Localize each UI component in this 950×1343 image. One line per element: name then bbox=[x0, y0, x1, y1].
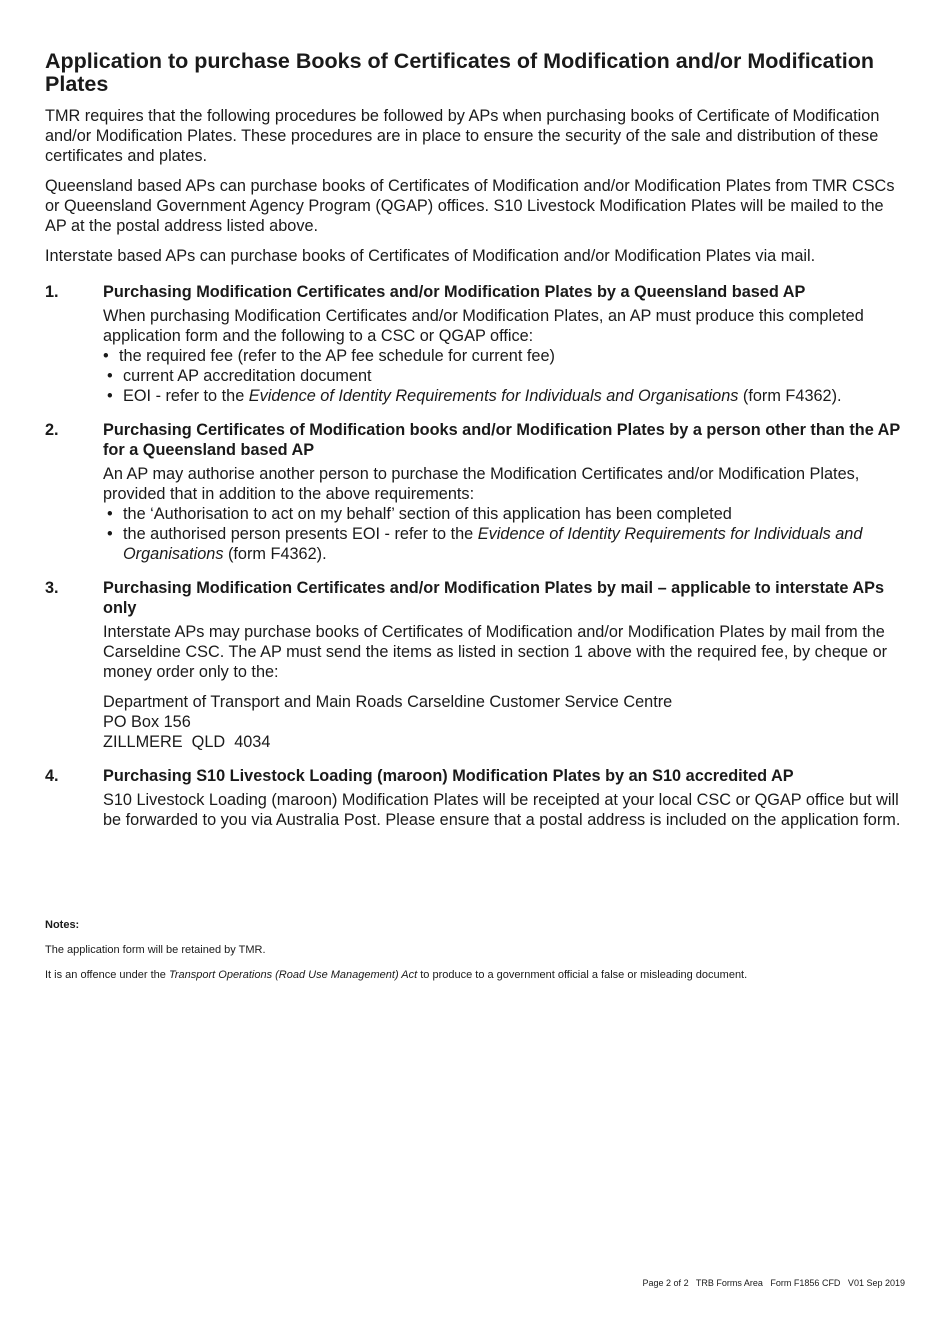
intro-paragraph-2: Queensland based APs can purchase books of Certificates of Modification and/or Modification Plates from TMR CSCs or Queensland Government Agency Program (QGAP) offices. S10 Livestock Modification Plates will be mailed to the AP at the postal address listed above. bbox=[45, 177, 895, 235]
section-title: Purchasing Modification Certificates and/or Modification Plates by mail – applicable to interstate APs only bbox=[103, 579, 885, 617]
address-line: ZILLMERE QLD 4034 bbox=[103, 733, 271, 751]
section-title: Purchasing Modification Certificates and/or Modification Plates by a Queensland based AP bbox=[103, 283, 806, 301]
bullet-list bbox=[103, 504, 905, 564]
notes-title: Notes: bbox=[45, 919, 80, 931]
legislation-reference: Transport Operations (Road Use Management) Act bbox=[168, 969, 418, 981]
section-title: Purchasing Certificates of Modification books and/or Modification Plates by a person other than the AP for a Queensland based AP bbox=[103, 421, 900, 459]
section-2 bbox=[45, 420, 905, 564]
postal-address bbox=[103, 692, 905, 752]
section-number: 3. bbox=[45, 579, 59, 597]
notes bbox=[45, 918, 905, 993]
address-line: PO Box 156 bbox=[103, 713, 191, 731]
bullet-list bbox=[103, 346, 905, 406]
section-text: When purchasing Modification Certificates and/or Modification Plates, an AP must produce this completed application form and the following to a CSC or QGAP office: bbox=[103, 307, 864, 345]
section-text: S10 Livestock Loading (maroon) Modification Plates will be receipted at your local CSC or QGAP office but will be forwarded to you via Australia Post. Please ensure that a postal address is included on the application form. bbox=[103, 791, 901, 829]
section-text: An AP may authorise another person to purchase the Modification Certificates and/or Modification Plates, provided that in addition to the above requirements: bbox=[103, 465, 860, 503]
intro-paragraph-1: TMR requires that the following procedures be followed by APs when purchasing books of Certificate of Modification and/or Modification Plates. These procedures are in place to ensure the security of the sale and distribution of these certificates and plates. bbox=[45, 107, 880, 165]
note-line: It is an offence under the Transport Operations (Road Use Management) Act to produce to a government official a false or misleading document. bbox=[45, 969, 748, 981]
list-item: • the required fee (refer to the AP fee schedule for current fee) bbox=[103, 346, 905, 366]
page-footer: Page 2 of 2 TRB Forms Area Form F1856 CFD V01 Sep 2019 bbox=[642, 1278, 905, 1288]
section-number: 2. bbox=[45, 421, 59, 439]
address-line: Department of Transport and Main Roads Carseldine Customer Service Centre bbox=[103, 693, 673, 711]
document-reference: Evidence of Identity Requirements for Individuals and Organisations bbox=[248, 387, 739, 405]
section-number: 4. bbox=[45, 767, 59, 785]
list-item: • the authorised person presents EOI - refer to the Evidence of Identity Requirements for Individuals and Organisations (form F4362). bbox=[103, 524, 905, 564]
section-1 bbox=[45, 282, 905, 406]
intro-paragraph-3: Interstate based APs can purchase books of Certificates of Modification and/or Modification Plates via mail. bbox=[45, 247, 816, 265]
section-3 bbox=[45, 578, 905, 752]
page-title: Application to purchase Books of Certificates of Modification and/or Modification Plates bbox=[45, 49, 874, 96]
document-reference: Evidence of Identity Requirements for Individuals and Organisations bbox=[123, 525, 863, 563]
section-text: Interstate APs may purchase books of Certificates of Modification and/or Modification Plates by mail from the Carseldine CSC. The AP must send the items as listed in section 1 above with the required fee, by cheque or money order only to the: bbox=[103, 623, 888, 681]
list-item: • the ‘Authorisation to act on my behalf’ section of this application has been completed bbox=[103, 504, 905, 524]
note-line: The application form will be retained by TMR. bbox=[45, 944, 266, 956]
list-item: • current AP accreditation document bbox=[103, 366, 905, 386]
section-4 bbox=[45, 766, 905, 830]
document-page bbox=[45, 50, 905, 844]
list-item: • EOI - refer to the Evidence of Identity Requirements for Individuals and Organisations (form F4362). bbox=[103, 386, 905, 406]
section-number: 1. bbox=[45, 283, 59, 301]
section-title: Purchasing S10 Livestock Loading (maroon) Modification Plates by an S10 accredited AP bbox=[103, 767, 794, 785]
